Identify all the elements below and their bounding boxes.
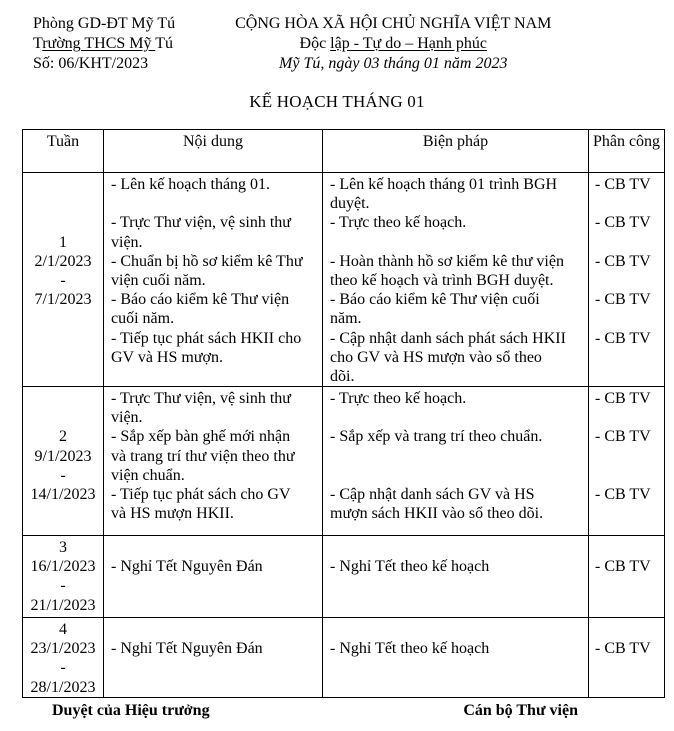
- bienphap-line: [330, 466, 586, 485]
- column-header-week: Tuần: [23, 130, 104, 173]
- bienphap-line: - Lên kế hoạch tháng 01 trình BGH: [330, 176, 558, 193]
- bienphap-cell: [323, 387, 589, 536]
- bienphap-line: [330, 538, 586, 557]
- national-motto-block: [235, 14, 551, 74]
- phancong-line: [595, 620, 664, 639]
- country-name: CỘNG HÒA XÃ HỘI CHỦ NGHĨA VIỆT NAM: [235, 15, 552, 32]
- noidung-line: - Lên kế hoạch tháng 01.: [111, 176, 271, 193]
- noidung-line: - Trực Thư viện, vệ sinh thư: [111, 214, 291, 232]
- noidung-line: viện.: [111, 233, 143, 251]
- table-row: [23, 387, 665, 536]
- week-line: 16/1/2023: [30, 558, 96, 576]
- motto-prefix: Độc: [299, 35, 331, 52]
- noidung-line: [111, 538, 320, 557]
- week-line: [23, 389, 103, 408]
- noidung-cell: [104, 536, 323, 618]
- column-header-measures: Biện pháp: [323, 130, 589, 173]
- phancong-cell: [589, 536, 665, 618]
- signature-row: [0, 701, 674, 721]
- phancong-line: - CB TV: [595, 486, 651, 503]
- phancong-line: - CB TV: [595, 214, 651, 232]
- plan-table: [22, 129, 665, 698]
- noidung-line: - Tiếp tục phát sách cho GV: [111, 486, 291, 503]
- plan-table-head: [23, 130, 665, 173]
- phancong-line: - CB TV: [595, 291, 651, 309]
- week-line: [23, 175, 103, 194]
- place-date-line: Mỹ Tú, ngày 03 tháng 01 năm 2023: [279, 55, 508, 72]
- week-line: 3: [59, 539, 67, 557]
- week-line: [23, 194, 103, 213]
- week-line: -: [60, 659, 66, 677]
- school-name-prefix: T: [33, 35, 43, 52]
- phancong-line: - CB TV: [595, 428, 651, 446]
- week-line: 21/1/2023: [30, 596, 96, 614]
- week-cell: [23, 173, 104, 387]
- phancong-line: - CB TV: [595, 558, 651, 576]
- noidung-line: viện.: [111, 409, 143, 427]
- noidung-cell: [104, 387, 323, 536]
- document-header: [0, 14, 674, 74]
- noidung-line: - Tiếp tục phát sách HKII cho: [111, 329, 302, 347]
- column-header-assignment: Phân công: [589, 130, 665, 173]
- bienphap-line: - Trực theo kế hoạch.: [330, 214, 467, 232]
- week-line: 9/1/2023: [34, 447, 92, 465]
- phancong-cell: [589, 173, 665, 387]
- bienphap-line: duyệt.: [330, 195, 370, 213]
- week-line: 28/1/2023: [30, 678, 96, 696]
- noidung-line: - Trực Thư viện, vệ sinh thư: [111, 390, 291, 408]
- bienphap-cell: [323, 173, 589, 387]
- bienphap-line: - Báo cáo kiểm kê Thư viện cuối: [330, 291, 540, 309]
- school-name: [33, 34, 175, 54]
- week-line: 1: [59, 233, 67, 251]
- week-line: 2: [59, 428, 67, 446]
- principal-approval-label: Duyệt của Hiệu trưởng: [52, 701, 210, 719]
- header-row: [23, 130, 665, 173]
- week-line: -: [60, 577, 66, 595]
- week-line: 7/1/2023: [34, 291, 92, 309]
- phancong-cell: [589, 387, 665, 536]
- noidung-line: - Nghỉ Tết Nguyên Đán: [111, 558, 263, 576]
- school-name-underlined: rường THCS Mỹ: [42, 35, 156, 52]
- bienphap-line: [330, 233, 586, 252]
- week-line: 14/1/2023: [30, 486, 96, 503]
- bienphap-cell: [323, 618, 589, 698]
- noidung-line: GV và HS mượn.: [111, 348, 223, 366]
- table-row: [23, 618, 665, 698]
- bienphap-line: - Nghỉ Tết theo kế hoạch: [330, 558, 490, 576]
- phancong-line: - CB TV: [595, 252, 651, 270]
- bienphap-line: - Hoàn thành hồ sơ kiểm kê thư viện: [330, 252, 564, 270]
- phancong-line: [595, 408, 664, 427]
- noidung-line: và HS mượn HKII.: [111, 505, 234, 523]
- librarian-label: Cán bộ Thư viện: [463, 701, 578, 719]
- phancong-line: - CB TV: [595, 390, 651, 408]
- bienphap-line: - Nghỉ Tết theo kế hoạch: [330, 640, 490, 658]
- week-cell: [23, 618, 104, 698]
- bienphap-line: - Sắp xếp và trang trí theo chuẩn.: [330, 428, 543, 446]
- bienphap-line: mượn sách HKII vào sổ theo dõi.: [330, 505, 544, 523]
- noidung-cell: [104, 618, 323, 698]
- phancong-line: [595, 233, 664, 252]
- bienphap-cell: [323, 536, 589, 618]
- week-cell: [23, 387, 104, 536]
- bienphap-line: năm.: [330, 310, 362, 328]
- week-line: 2/1/2023: [34, 252, 92, 270]
- noidung-line: - Sắp xếp bàn ghế mới nhận: [111, 428, 291, 446]
- noidung-line: - Nghỉ Tết Nguyên Đán: [111, 640, 263, 658]
- bienphap-line: dõi.: [330, 367, 355, 385]
- bienphap-line: - Cập nhật danh sách GV và HS: [330, 486, 535, 503]
- table-row: [23, 536, 665, 618]
- issuing-org-block: [33, 14, 175, 74]
- phancong-line: - CB TV: [595, 329, 651, 347]
- noidung-cell: [104, 173, 323, 387]
- bienphap-line: [330, 620, 586, 639]
- phancong-line: [595, 447, 664, 466]
- week-line: -: [60, 271, 66, 289]
- week-line: 23/1/2023: [30, 640, 96, 658]
- phancong-line: - CB TV: [595, 176, 651, 193]
- motto-underlined: lập - Tự do – Hạnh phúc: [330, 35, 487, 52]
- phancong-cell: [589, 618, 665, 698]
- week-cell: [23, 536, 104, 618]
- phancong-line: [595, 538, 664, 557]
- noidung-line: [111, 194, 320, 213]
- document-number: Số: 06/KHT/2023: [33, 55, 149, 72]
- school-name-suffix: Tú: [155, 35, 174, 52]
- noidung-line: - Chuẩn bị hồ sơ kiểm kê Thư: [111, 252, 303, 270]
- bienphap-line: theo kế hoạch và trình BGH duyệt.: [330, 271, 554, 289]
- motto-line: [235, 34, 551, 54]
- phancong-line: - CB TV: [595, 640, 651, 658]
- noidung-line: - Báo cáo kiểm kê Thư viện: [111, 291, 290, 309]
- week-line: [23, 213, 103, 232]
- bienphap-line: - Trực theo kế hoạch.: [330, 390, 467, 408]
- bienphap-line: [330, 408, 586, 427]
- bienphap-line: cho GV và HS mượn vào sổ theo: [330, 348, 542, 366]
- noidung-line: cuối năm.: [111, 310, 175, 328]
- phancong-line: [595, 271, 664, 290]
- phancong-line: [595, 309, 664, 328]
- bienphap-line: [330, 447, 586, 466]
- plan-table-body: [23, 173, 665, 698]
- column-header-content: Nội dung: [104, 130, 323, 173]
- week-line: -: [60, 466, 66, 484]
- bienphap-line: - Cập nhật danh sách phát sách HKII: [330, 329, 566, 347]
- page-title: KẾ HOẠCH THÁNG 01: [249, 92, 425, 111]
- noidung-line: [111, 620, 320, 639]
- noidung-line: viện cuối năm.: [111, 271, 206, 289]
- week-line: 4: [59, 621, 67, 639]
- table-row: [23, 173, 665, 387]
- noidung-line: viện chuẩn.: [111, 466, 185, 484]
- org-name: Phòng GD-ĐT Mỹ Tú: [33, 15, 176, 32]
- noidung-line: và trang trí thư viện theo thư: [111, 447, 295, 465]
- phancong-line: [595, 194, 664, 213]
- week-line: [23, 408, 103, 427]
- phancong-line: [595, 466, 664, 485]
